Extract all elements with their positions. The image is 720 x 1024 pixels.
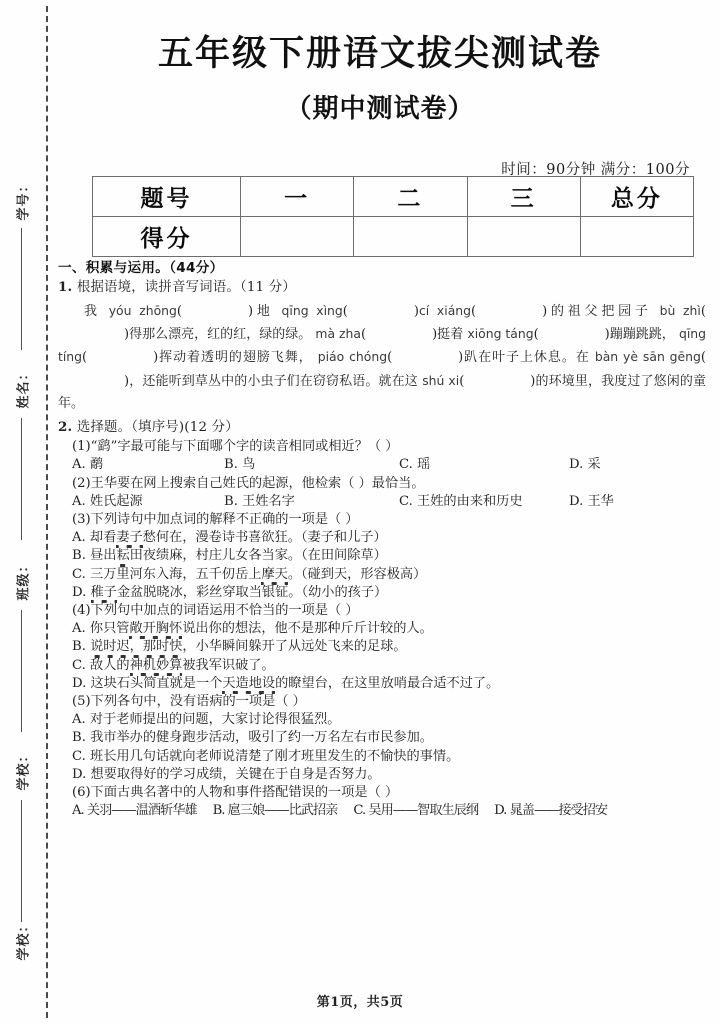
side-field-school-bottom bbox=[2, 918, 42, 961]
option-b[interactable]: B. 王姓名字 bbox=[224, 493, 295, 509]
score-table-cell-label-4: 总分 bbox=[580, 177, 693, 217]
option-label: B. bbox=[72, 730, 91, 746]
exam-content bbox=[58, 262, 706, 822]
passage-text-2: 地 bbox=[253, 303, 274, 319]
question-2-2-text: (2)王华要在网上搜索自己姓氏的起源，他检索（ ）最恰当。 bbox=[72, 475, 425, 491]
option-d[interactable]: D. 晁盖——接受招安 bbox=[494, 803, 608, 819]
side-rule-name bbox=[21, 418, 22, 540]
passage-text-9: ，还能听到草丛中的小虫子们在窃窃私语。就在这 bbox=[129, 373, 418, 389]
option-pre: 这块石头简直就是一个 bbox=[90, 675, 223, 691]
page-subtitle: （期中测试卷） bbox=[285, 94, 475, 124]
pinyin-8: piáo chóng bbox=[317, 349, 388, 365]
passage-text-4: 得那么漂亮，红的红，绿的绿。 bbox=[129, 326, 312, 342]
option-c[interactable]: C. 王姓的由来和历史 bbox=[399, 493, 523, 509]
pinyin-9: bàn yè sān gēng bbox=[594, 349, 701, 365]
option-emphasis: 天造地设 bbox=[222, 675, 276, 691]
score-table-cell-score-4[interactable] bbox=[580, 217, 693, 257]
option-label: C. bbox=[72, 657, 91, 673]
side-rule-student-id bbox=[21, 228, 22, 350]
option-emphasis: 摩天 bbox=[261, 566, 288, 582]
option-pre: 却看 bbox=[89, 530, 117, 546]
option-emphasis: 神机妙算 bbox=[129, 657, 183, 673]
score-table-cell-label-0: 题号 bbox=[93, 177, 241, 217]
pinyin-4: bù zhì bbox=[659, 302, 701, 318]
cut-dashed-line bbox=[46, 6, 48, 1018]
question-2-6-text: (6)下面古典名著中的人物和事件搭配错误的一项是（ ） bbox=[72, 785, 399, 801]
pinyin-2: qīng xìng bbox=[281, 302, 343, 318]
question-2-1-options bbox=[58, 458, 706, 471]
option-pre: 你只管 bbox=[89, 621, 130, 637]
option-post: 被我军识破了。 bbox=[182, 657, 275, 673]
side-field-name bbox=[2, 366, 42, 409]
option-post: ，小华瞬间躲开了从远处飞来的足球。 bbox=[182, 639, 407, 655]
option-label: A. bbox=[72, 712, 90, 728]
question-2-number: 2. bbox=[58, 419, 73, 436]
score-table-score-row bbox=[93, 217, 694, 257]
option-b[interactable]: B. 鸟 bbox=[224, 457, 256, 473]
option-emphasis: 耘 bbox=[116, 548, 130, 564]
question-2-4-text: (4)下列句中加点的词语运用不恰当的一项是（ ） bbox=[72, 603, 359, 619]
score-table-cell-score-3[interactable] bbox=[467, 217, 580, 257]
section-1-title: 一、积累与运用。（44分） bbox=[58, 260, 224, 276]
student-info-strip bbox=[0, 0, 44, 1024]
option-post: 愁何在，漫卷诗书喜欲狂。（妻子和儿子） bbox=[142, 530, 387, 546]
option-emphasis: 妻子 bbox=[116, 530, 143, 546]
question-2-text: 选择题。（填序号)(12 分） bbox=[76, 420, 239, 436]
pinyin-10: shú xi bbox=[422, 372, 460, 388]
question-2-prompt bbox=[58, 421, 706, 434]
side-label-student-id: 学号： bbox=[16, 178, 32, 221]
question-2-5-text: (5)下列各句中，没有语病的一项是（ ） bbox=[72, 694, 306, 710]
option-d[interactable]: D. 采 bbox=[569, 457, 601, 473]
option-d[interactable] bbox=[58, 677, 706, 690]
option-pre: 敌人的 bbox=[90, 657, 130, 673]
option-a[interactable]: A. 姓氏起源 bbox=[72, 493, 143, 509]
option-pre: 班长用几句话就向老师说清楚了刚才班里发生的不愉快的事情。 bbox=[90, 748, 460, 764]
question-1-text: 根据语境，读拼音写词语。（11 分） bbox=[76, 279, 296, 295]
pinyin-3: cí xiáng bbox=[418, 302, 472, 318]
question-2-3-text: (3)下列诗句中加点词的解释不正确的一项是（ ） bbox=[72, 512, 359, 528]
passage-text-3: 的祖父把园子 bbox=[547, 303, 652, 319]
option-c[interactable] bbox=[58, 659, 706, 672]
option-pre: 三万里河东入海，五千仞岳上 bbox=[90, 566, 262, 582]
option-a[interactable]: A. 鹬 bbox=[72, 457, 104, 473]
pinyin-1: yóu zhōng bbox=[108, 302, 177, 318]
option-d[interactable] bbox=[58, 768, 706, 781]
option-label: D. bbox=[72, 766, 91, 782]
question-1-number: 1. bbox=[58, 278, 73, 295]
score-table-cell-score-0: 得分 bbox=[93, 217, 241, 257]
option-post: 的瞭望台，在这里放哨最合适不过了。 bbox=[275, 675, 500, 691]
side-label-school: 学校： bbox=[16, 748, 32, 791]
side-field-class bbox=[2, 558, 42, 601]
option-c[interactable]: C. 吴用——智取生辰纲 bbox=[353, 803, 479, 819]
side-field-school bbox=[2, 748, 42, 791]
side-label-class: 班级： bbox=[16, 558, 32, 601]
option-c[interactable] bbox=[58, 750, 706, 763]
option-a[interactable] bbox=[58, 531, 706, 544]
option-post: 金盆脱晓冰，彩丝穿取当银钲。（幼小的孩子） bbox=[116, 584, 388, 600]
side-label-school-bottom: 学校： bbox=[16, 918, 32, 961]
option-c[interactable]: C. 瑶 bbox=[399, 457, 431, 473]
question-2-6-options bbox=[58, 804, 706, 817]
pinyin-5: mà zha bbox=[315, 325, 361, 341]
score-table-cell-label-3: 三 bbox=[467, 177, 580, 217]
option-label: C. bbox=[72, 566, 91, 582]
option-b[interactable] bbox=[58, 549, 706, 562]
option-pre: 昼出 bbox=[90, 548, 117, 564]
pinyin-6: xiōng táng bbox=[467, 325, 534, 341]
question-2-1-text: (1)“鹞”字最可能与下面哪个字的读音相同或相近？（ ） bbox=[72, 439, 399, 455]
option-post: 。（碰到天，形容极高） bbox=[287, 566, 427, 582]
option-a[interactable] bbox=[58, 622, 706, 635]
score-table bbox=[92, 176, 694, 257]
passage-text-1: 我 bbox=[84, 303, 101, 319]
side-rule-class bbox=[21, 610, 22, 732]
option-emphasis: 稚子 bbox=[90, 584, 117, 600]
option-label: A. bbox=[72, 530, 90, 546]
option-emphasis: 说时迟，那时快 bbox=[90, 639, 183, 655]
question-2-2-options bbox=[58, 495, 706, 508]
exam-meta: 时间：90分钟 满分：100分 bbox=[501, 162, 690, 178]
option-c[interactable] bbox=[58, 568, 706, 581]
side-rule-school bbox=[21, 800, 22, 922]
side-label-name: 姓名： bbox=[16, 366, 32, 409]
option-b[interactable]: B. 扈三娘——比武招亲 bbox=[212, 803, 338, 819]
score-table-cell-score-2[interactable] bbox=[354, 217, 467, 257]
option-label: D. bbox=[72, 675, 91, 691]
option-a[interactable] bbox=[58, 713, 706, 726]
page-title: 五年级下册语文拔尖测试卷 bbox=[157, 33, 602, 74]
option-d[interactable] bbox=[58, 586, 706, 599]
option-emphasis: 敞开胸怀 bbox=[129, 621, 183, 637]
option-label: B. bbox=[72, 639, 91, 655]
option-b[interactable] bbox=[58, 640, 706, 653]
question-1-passage: 我 yóu zhōng( )地 qīng xìng( )cí xiáng( )的祖父把园子 bù zhì()得那么漂亮，红的红，绿的绿。 mà zha( )挺着 xiōng táng( )蹦蹦跳跳， qīng tíng( )挥动着透明的翅膀飞舞， piáo chóng( )趴在叶子上休息。在 bàn yè sān gēng()，还能听到草丛中的小虫子们在窃窃私语。就在这 shú xi( )的环境里，我度过了悠闲的童年。 bbox=[58, 302, 706, 411]
question-1-prompt bbox=[58, 278, 706, 295]
option-label: D. bbox=[72, 584, 91, 600]
option-a[interactable]: A. 关羽——温酒斩华雄 bbox=[72, 803, 197, 819]
option-post: 田夜绩麻，村庄儿女各当家。（在田间除草） bbox=[129, 548, 387, 564]
score-table-cell-label-2: 二 bbox=[354, 177, 467, 217]
option-b[interactable] bbox=[58, 731, 706, 744]
side-field-student-id bbox=[2, 178, 42, 221]
option-pre: 想要取得好的学习成绩，关键在于自身是否努力。 bbox=[90, 766, 381, 782]
passage-text-8: 趴在叶子上休息。在 bbox=[463, 350, 590, 366]
score-table-cell-score-1[interactable] bbox=[241, 217, 354, 257]
option-pre: 我市举办的健身跑步活动，吸引了约一万名左右市民参加。 bbox=[90, 730, 433, 746]
option-label: B. bbox=[72, 548, 91, 564]
passage-text-10: 的环境里，我度过了悠闲的童年。 bbox=[58, 373, 706, 411]
option-post: 说出你的想法，他不是那种斤斤计较的人。 bbox=[182, 621, 433, 637]
option-label: C. bbox=[72, 748, 91, 764]
score-table-cell-label-1: 一 bbox=[241, 177, 354, 217]
option-pre: 对于老师提出的问题，大家讨论得很猛烈。 bbox=[89, 712, 341, 728]
passage-text-5: 挺着 bbox=[437, 326, 464, 342]
passage-text-7: 挥动着透明的翅膀飞舞， bbox=[158, 350, 313, 366]
page-footer: 第1页，共5页 bbox=[316, 995, 404, 1010]
score-table-header-row bbox=[93, 177, 694, 217]
passage-text-6: 蹦蹦跳跳， bbox=[609, 326, 675, 342]
pinyin-7: qīng tíng bbox=[58, 325, 706, 365]
option-label: A. bbox=[72, 621, 90, 637]
option-d[interactable]: D. 王华 bbox=[569, 493, 614, 509]
